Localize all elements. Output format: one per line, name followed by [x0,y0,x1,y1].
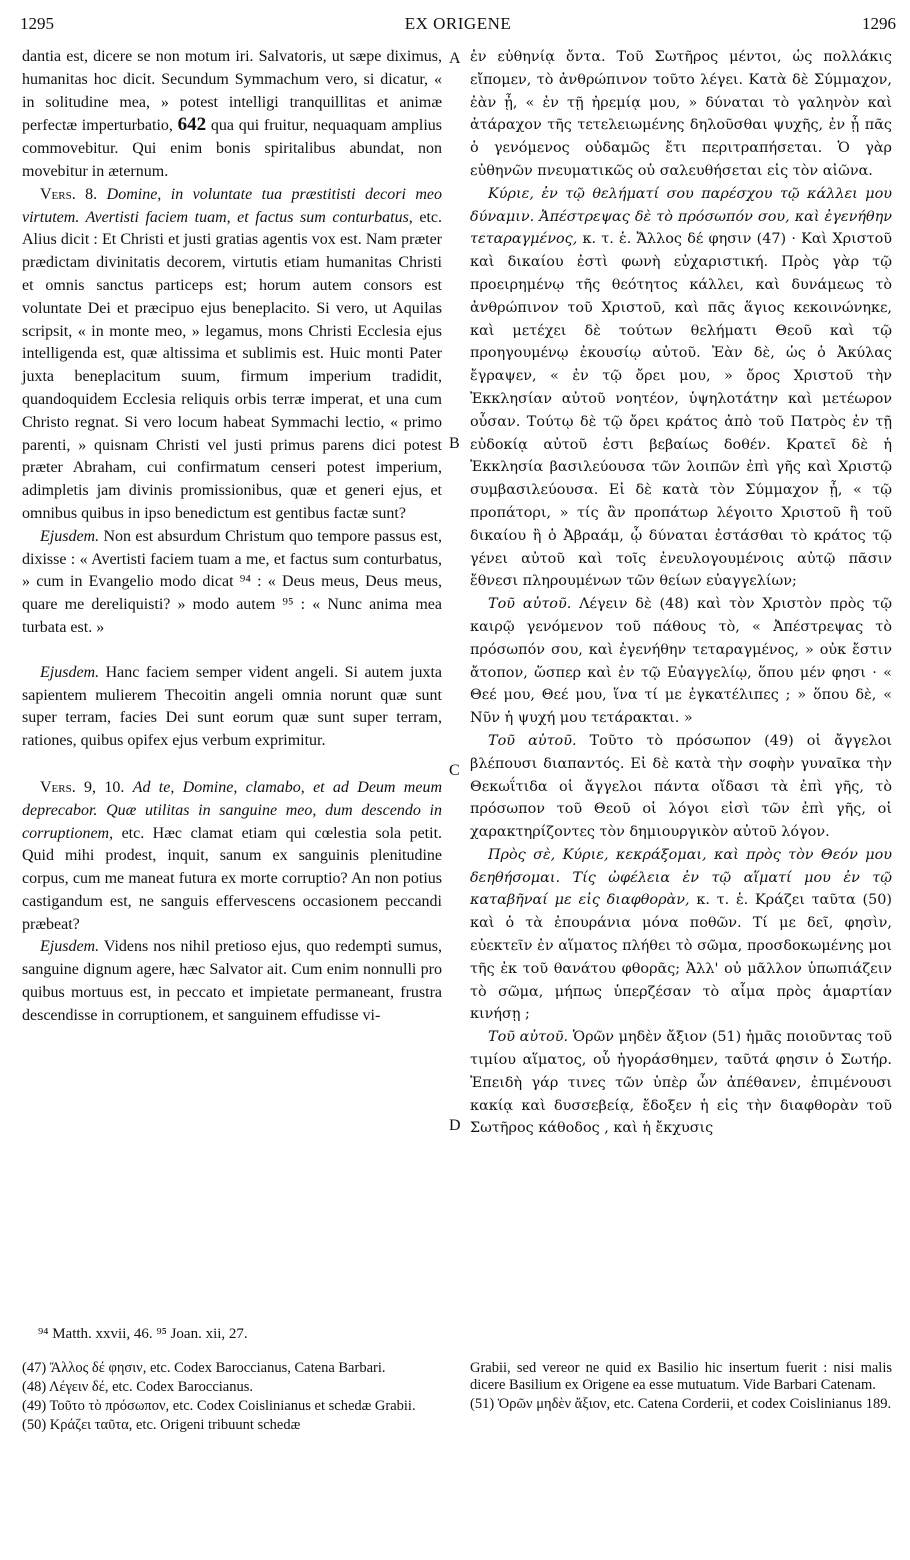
page-header [20,14,896,40]
ejusdem-label: Ejusdem. [40,527,100,545]
footnote: (49) Τοῦτο τὸ πρόσωπον, etc. Codex Coislinianus et schedæ Grabii. [22,1398,416,1414]
latin-ejusdem-1: Ejusdem. Non est absurdum Christum quo tempore passus est, dixisse : « Avertisti faciem tuam a me, et factus sum conturbatus, » cum in Evangelio modo dicat ⁹⁴ : « Deus meus, Deus meus, quare me dereliquisti? » modo autem ⁹⁵ : « Nunc anima mea turbata est. » [22,527,443,636]
latin-ejusdem-2: Ejusdem. Hanc faciem semper vident angeli. Si autem juxta sapientem mulierem Thecoitin angeli omnia norunt quæ sunt super terram, facies Dei sunt eorum quæ sunt super terram, rationes, quibus opifex ejus verbum exprimitur. [22,663,443,750]
latin-ejusdem-3: Ejusdem. Videns nos nihil pretioso ejus, quo redempti sumus, sanguine dignum agere, hæc Salvator ait. Cum enim nonnulli pro quibus mortuus est, in peccato et impietate permaneant, frustra descendisse in corruptionem, et sanguinem effudisse vi- [22,938,442,1024]
latin-paragraph-intro: dantia est, dicere se non motum iri. Salvatoris, ut sæpe diximus, humanitas hoc dicit. Secundum Symmachum vero, si dicatur, « in solitudine mea, » potest intelligi tranquillitas et animæ perfectæ imperturbatio, 642 qua qui fruitur, nequaquam amplius commovebitur. Qui enim bonis spiritalibus abundat, non movebitur in æternum. [22,48,442,180]
verse-lemma: Κύριε, ἐν τῷ θελήματί σου παρέσχου τῷ κάλλει μου δύναμιν. Ἀπέστρεψας δὲ τὸ πρόσωπόν σου, καὶ ἐγενήθην τεταραγμένος, [470,185,892,248]
tou-autou-label: Τοῦ αὐτοῦ. [488,732,577,749]
tou-autou-label: Τοῦ αὐτοῦ. [488,596,572,613]
greek-verse-8: Κύριε, ἐν τῷ θελήματί σου παρέσχου τῷ κάλλει μου δύναμιν. Ἀπέστρεψας δὲ τὸ πρόσωπόν σου, καὶ ἐγενήθην τεταραγμένος, κ. τ. ἑ. Ἄλλος δέ φησιν (47) · Καὶ Χριστοῦ καὶ δικαίου ἐστὶ φωνὴ εὐχαριστική. Πρὸς γὰρ τῷ προειρημένῳ τῆς θεότητος κάλλει, καὶ δυνάμεως τὸ ἀνθρώπινον τοῦ Χριστοῦ, καὶ πᾶς ἅγιος κεκοινώνηκε, καὶ μετέχει δὲ τούτων θελήματι Θεοῦ καὶ τῷ προηγουμένῳ ἐκουσίῳ αὐτοῦ. Ἐὰν δὲ, ὡς ὁ Ἀκύλας ἔγραψεν, « ἐν τῷ ὄρει μου, » ὄρος Χριστοῦ τὴν Ἐκκλησίαν αὐτοῦ νοητέον, ὑψηλοτάτην καὶ μετέωρον οὖσαν. Τούτῳ δὲ τῷ ὄρει κράτος ἀπὸ τοῦ Πατρὸς ἐν τῇ εὐδοκίᾳ αὐτοῦ ἐστι βεβαίως δοθέν. Κρατεῖ δὲ ἡ Ἐκκλησία βασιλεύουσα τῶν λοιπῶν ἐπὶ γῆς καὶ Χριστῷ συμβασιλεύουσα. Εἰ δὲ κατὰ τὸν Σύμμαχον ᾖ, « τῷ προπάτορι, » τίς ἂν προπάτωρ λέγοιτο Χριστοῦ ἢ τοῦ δικαίου ἢ ὁ Ἀβραάμ, ᾧ δύναται ἐστάσθαι τὸ κράτος τῷ γένει αὐτοῦ καὶ τοῖς ἐνευλογουμένοις αὐτῷ πᾶσιν ἔθνεσι πληρουμένων τῶν θείων εὐαγγελίων; [470,185,892,590]
margin-marker-c: C [449,762,460,779]
greek-tou-autou-3: Τοῦ αὐτοῦ. Ὁρῶν μηδὲν ἄξιον (51) ἡμᾶς ποιοῦντας τοῦ τιμίου αἵματος, οὗ ἠγοράσθημεν, ταῦτά φησιν ὁ Σωτήρ. Ἐπειδὴ γάρ τινες τῶν ὑπὲρ ὧν ἀπέθανεν, ἐπιμένουσι κακίᾳ καὶ δυσσεβείᾳ, ἔδοξεν ἡ εἰς τὴν διαφθορὰν τοῦ Σωτῆρος κάθοδος , καὶ ἡ ἔκχυσις [470,1029,892,1137]
footnote: (48) Λέγειν δέ, etc. Codex Baroccianus. [22,1379,254,1395]
verse-lemma: Πρὸς σὲ, Κύριε, κεκράξομαι, καὶ πρὸς τὸν Θεόν μου δεηθήσομαι. Τίς ὠφέλεια ἐν τῷ αἵματί μου ἐν τῷ καταβῆναί με εἰς διαφθορὰν, [470,846,892,909]
footnote: Grabii, sed vereor ne quid ex Basilio hic insertum fuerit : nisi malis dicere Basilium ex Origene ea esse mutuatum. Vide Barbari Catenam. [470,1360,892,1393]
verse-label: Vers. 8. [40,185,98,203]
footnote: (51) Ὁρῶν μηδὲν ἄξιον, etc. Catena Corderii, et codex Coislinianus 189. [470,1396,892,1412]
page-number-left: 1295 [20,14,54,33]
verse-label: Vers. 9, 10. [40,778,125,796]
scripture-references: ⁹⁴ Matth. xxvii, 46. ⁹⁵ Joan. xii, 27. [38,1326,248,1342]
column-number: 642 [177,114,207,136]
verse-lemma: Domine, in voluntate tua præstitisti decori meo virtutem. Avertisti faciem tuam, et factus sum conturbatus, [22,185,442,226]
latin-column [22,46,442,1028]
page-number-right: 1296 [862,14,896,33]
margin-marker-a: A [449,50,461,67]
greek-tou-autou-2: Τοῦ αὐτοῦ. Τοῦτο τὸ πρόσωπον (49) οἱ ἄγγελοι βλέπουσι διαπαντός. Εἰ δὲ κατὰ τὴν σοφὴν γυναῖκα τὴν Θεκωΐτιδα οἱ ἄγγελοι πάντα οἴδασι τὰ ἐπὶ γῆς, τὸ πρόσωπον τοῦ Θεοῦ οἱ λόγοι εἰσὶ τῶν ἐπὶ γῆς, οἱ χαρακτηρίζοντες τὸν δημιουργικὸν αὐτοῦ λόγον. [470,732,893,841]
footnote: (47) Ἄλλος δέ φησιν, etc. Codex Baroccianus, Catena Barbari. [22,1360,386,1376]
running-title: EX ORIGENE [404,14,512,33]
tou-autou-label: Τοῦ αὐτοῦ. [488,1029,569,1046]
footnotes-left [22,1360,442,1436]
footnotes-right [470,1360,892,1415]
margin-marker-b: B [449,435,460,452]
latin-verse-9-10: Vers. 9, 10. Ad te, Domine, clamabo, et ad Deum meum deprecabor. Quæ utilitas in sanguine meo, dum descendo in corruptionem, etc. Hæc clamat etiam qui cœlestia sola petit. Quid mihi prodest, inquit, sanum ex sanguinis plenitudine corpus, cum me maneat futura ex morte corruptio? An non potius castigandum est, ne sanguis effervescens occasionem peccandi præbeat? [22,778,443,933]
verse-lemma: Ad te, Domine, clamabo, et ad Deum meum deprecabor. Quæ utilitas in sanguine meo, dum descendo in corruptionem, [22,778,443,842]
footnote: (50) Κράζει ταῦτα, etc. Origeni tribuunt schedæ [22,1417,301,1433]
greek-verse-9-10: Πρὸς σὲ, Κύριε, κεκράξομαι, καὶ πρὸς τὸν Θεόν μου δεηθήσομαι. Τίς ὠφέλεια ἐν τῷ αἵματί μου ἐν τῷ καταβῆναί με εἰς διαφθορὰν, κ. τ. ἑ. Κράζει ταῦτα (50) καὶ ὁ τὰ ἐπουράνια μόνα ποθῶν. Τί με δεῖ, φησὶν, εὐεκτεῖν ἐν αἵματος πλήθει τὸ σῶμα, προσδοκωμένης μοι τῆς ἐκ τοῦ θανάτου φθορᾶς; Ἀλλ' οὐ μᾶλλον ὑπωπιάζειν τὸ σῶμα, μήπως ὑπερζέσαν τὸ αἷμα πρὸς ἁμαρτίαν κινήσῃ ; [470,846,892,1023]
margin-marker-d: D [449,1117,461,1134]
ejusdem-label: Ejusdem. [40,938,100,956]
greek-column [470,46,892,1140]
ejusdem-label: Ejusdem. [40,663,100,681]
latin-verse-8: Vers. 8. Domine, in voluntate tua præstitisti decori meo virtutem. Avertisti faciem tuam, et factus sum conturbatus, etc. Alius dicit : Et Christi et justi gratias agentis vox est. Nam præter prædictam divinitatis decorem, virtutis etiam humanitas Christi et omnis sanctus particeps est; horum autem consors est voluntate Dei et præcipuo ejus beneplacito. Si vero, ut Aquilas scripsit, « in monte meo, » legamus, mons Christi Ecclesia ejus intelligenda est, quæ altissima et sublimis est. Huic monti Pater juxta beneplacitum suum, firmum imperium tradidit, quandoquidem Ecclesia reliquis orbis terræ imperat, et una cum Christo regnat. Si vero locum habeat Symmachi lectio, « primo parenti, » quisnam Christi vel justi primus parens dici potest præter Abraham, cui confirmatum censeri potest imperium, adimpletis jam divinis promissionibus, quæ et generi ejus, et omnibus quibus in ipso benedictum est gentibus factæ sunt? [22,185,443,522]
greek-paragraph-intro: ἐν εὐθηνίᾳ ὄντα. Τοῦ Σωτῆρος μέντοι, ὡς πολλάκις εἴπομεν, τὸ ἀνθρώπινον τοῦτο λέγει. Κατὰ δὲ Σύμμαχον, ἐὰν ᾖ, « ἐν τῇ ἠρεμίᾳ μου, » δύναται τὸ γαληνὸν καὶ ἀτάραχον τῆς τετελειωμένης δηλοῦσθαι ψυχῆς, ἐν ᾗ πᾶς ὁ γενόμενος οὐδαμῶς ἔτι περιτραπήσεται. Ὁ γὰρ εὐθηνῶν πνευματικῶς οὐ σαλευθήσεται εἰς τὸν αἰῶνα. [470,49,892,179]
greek-tou-autou-1: Τοῦ αὐτοῦ. Λέγειν δὲ (48) καὶ τὸν Χριστὸν πρὸς τῷ καιρῷ γενόμενον τοῦ πάθους τὸ, « Ἀπέστρεψας τὸ πρόσωπόν σου, καὶ ἐγενήθην τεταραγμένος, » οὐκ ἔστιν ἄτοπον, ὥσπερ καὶ ἐν τῷ Εὐαγγελίῳ, ὅπου μέν φησι · « Θεέ μου, Θεέ μου, ἵνα τί με ἐγκατέλιπες ; » ὅπου δὲ, « Νῦν ἡ ψυχή μου τετάρακται. » [470,596,892,727]
